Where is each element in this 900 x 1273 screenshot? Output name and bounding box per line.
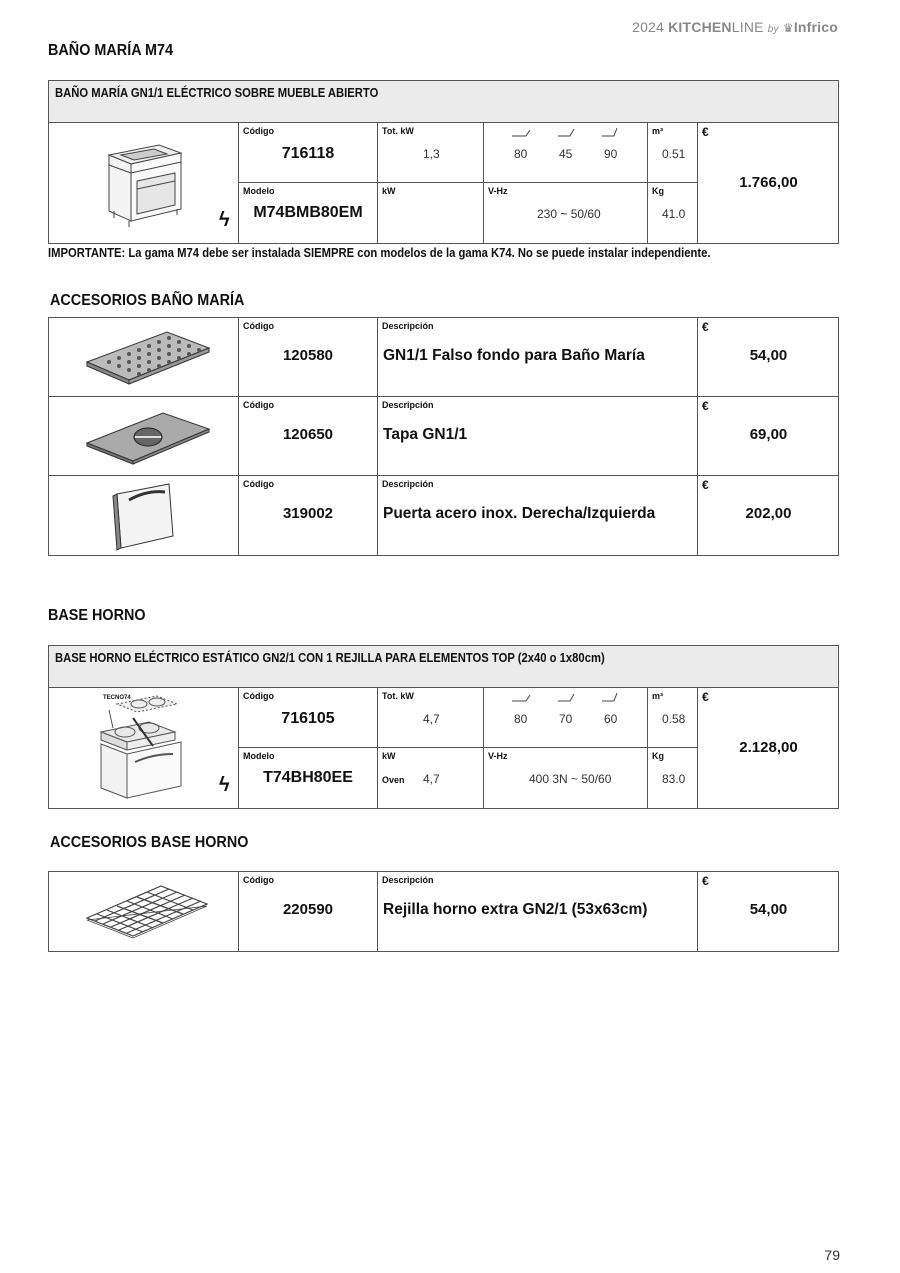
brand-line: LINE (731, 19, 764, 35)
product-header: BAÑO MARÍA GN1/1 ELÉCTRICO SOBRE MUEBLE ABIERTO (49, 81, 838, 123)
dimensions-cell (484, 123, 648, 183)
kg-cell: Kg 41.0 (648, 183, 698, 243)
accessory-code-cell: Código 120650 (239, 397, 378, 475)
dim-height: 90 (604, 147, 618, 161)
accessory-image (49, 476, 239, 555)
lid-icon (49, 397, 239, 476)
kg-value: 41.0 (662, 207, 686, 221)
m3-value: 0.58 (662, 712, 686, 726)
accessory-price-cell: € 54,00 (698, 318, 839, 396)
accessory-price-cell: € 202,00 (698, 476, 839, 555)
vhz-cell: V-Hz 230 ~ 50/60 (484, 183, 648, 243)
codigo-cell: Código 716105 (239, 688, 378, 748)
accessory-code: 120650 (282, 426, 334, 443)
oven-label: Oven (382, 775, 405, 785)
product-grid (49, 123, 838, 243)
brand-header (632, 19, 838, 35)
accessory-description: Tapa GN1/1 (383, 426, 468, 443)
oven-base-icon (49, 688, 239, 808)
accessory-desc-cell: Descripción Tapa GN1/1 (378, 397, 698, 475)
table-row (49, 476, 838, 555)
product-model: M74BMB80EM (253, 204, 363, 221)
brand-kitchen: KITCHEN (668, 19, 732, 35)
kg-cell: Kg 83.0 (648, 748, 698, 808)
product-image (49, 688, 239, 808)
product-model: T74BH80EE (263, 769, 353, 786)
totkw-cell: Tot. kW 1,3 (378, 123, 484, 183)
accessories-table-base (48, 871, 839, 952)
dimension-icons (484, 125, 648, 139)
dim-width: 80 (514, 712, 528, 726)
section-title-bano: BAÑO MARÍA M74 (48, 42, 174, 59)
accessory-desc-cell: Descripción Puerta acero inox. Derecha/Izquierda (378, 476, 698, 555)
totkw-cell: Tot. kW 4,7 (378, 688, 484, 748)
accessory-code-cell: Código 319002 (239, 476, 378, 555)
section-title-acc-bano: ACCESORIOS BAÑO MARÍA (50, 292, 245, 309)
kw-cell: kW Oven 4,7 (378, 748, 484, 808)
accessory-price: 69,00 (749, 426, 788, 443)
accessory-description: GN1/1 Falso fondo para Baño María (383, 347, 645, 364)
door-icon (49, 476, 239, 555)
dimension-icons (484, 690, 648, 704)
accessory-desc-cell: Descripción Rejilla horno extra GN2/1 (53x63cm) (378, 872, 698, 951)
kw-value: 4,7 (423, 772, 440, 786)
totkw-value: 1,3 (423, 147, 440, 161)
accessory-image (49, 397, 239, 475)
brand-by: by (767, 24, 779, 35)
dim-depth: 45 (559, 147, 573, 161)
product-grid (49, 688, 838, 808)
product-image (49, 123, 239, 243)
modelo-cell: Modelo M74BMB80EM (239, 183, 378, 243)
accessory-price-cell: € 69,00 (698, 397, 839, 475)
brand-infrico: Infrico (793, 19, 838, 35)
accessory-code: 220590 (282, 901, 334, 918)
accessory-price: 54,00 (749, 347, 788, 364)
dim-height: 60 (604, 712, 618, 726)
table-row (49, 872, 838, 951)
accessory-price-cell: € 54,00 (698, 872, 839, 951)
m3-cell: m³ 0.58 (648, 688, 698, 748)
vhz-cell: V-Hz 400 3N ~ 50/60 (484, 748, 648, 808)
bain-marie-cabinet-icon (49, 123, 239, 243)
vhz-value: 230 ~ 50/60 (537, 207, 601, 221)
codigo-cell: Código 716118 (239, 123, 378, 183)
accessories-table-bano (48, 317, 839, 556)
product-price: 1.766,00 (739, 174, 798, 191)
accessory-code: 120580 (282, 347, 334, 364)
accessory-price: 202,00 (745, 505, 792, 522)
image-label: TECNO74 (103, 695, 131, 701)
accessory-code-cell: Código 120580 (239, 318, 378, 396)
section-title-base: BASE HORNO (48, 607, 146, 624)
price-cell: € 1.766,00 (698, 123, 839, 243)
accessory-price: 54,00 (749, 901, 788, 918)
product-code: 716118 (281, 145, 335, 162)
product-code: 716105 (281, 710, 335, 727)
m3-value: 0.51 (662, 147, 686, 161)
product-box-base (48, 645, 839, 809)
accessory-code: 319002 (282, 505, 334, 522)
table-row (49, 318, 838, 397)
accessory-image (49, 318, 239, 396)
modelo-cell: Modelo T74BH80EE (239, 748, 378, 808)
brand-year: 2024 (632, 19, 665, 35)
product-header: BASE HORNO ELÉCTRICO ESTÁTICO GN2/1 CON 1 REJILLA PARA ELEMENTOS TOP (2x40 o 1x80cm) (49, 646, 838, 688)
totkw-value: 4,7 (423, 712, 440, 726)
important-note: IMPORTANTE: La gama M74 debe ser instalada SIEMPRE con modelos de la gama K74. No se puede instalar independiente. (48, 246, 711, 260)
page-number: 79 (824, 1247, 840, 1263)
electric-icon: ϟ (219, 209, 230, 231)
perforated-tray-icon (49, 318, 239, 397)
electric-icon: ϟ (219, 774, 230, 796)
product-price: 2.128,00 (739, 739, 798, 756)
kw-cell: kW (378, 183, 484, 243)
product-box-bano (48, 80, 839, 244)
accessory-code-cell: Código 220590 (239, 872, 378, 951)
table-row (49, 397, 838, 476)
price-cell: € 2.128,00 (698, 688, 839, 808)
dim-depth: 70 (559, 712, 573, 726)
crown-icon: ♛ (782, 21, 794, 35)
accessory-desc-cell: Descripción GN1/1 Falso fondo para Baño María (378, 318, 698, 396)
section-title-acc-base: ACCESORIOS BASE HORNO (50, 834, 249, 851)
m3-cell: m³ 0.51 (648, 123, 698, 183)
oven-rack-icon (49, 872, 239, 951)
accessory-description: Rejilla horno extra GN2/1 (53x63cm) (383, 901, 648, 918)
vhz-value: 400 3N ~ 50/60 (529, 772, 612, 786)
dimensions-cell (484, 688, 648, 748)
kg-value: 83.0 (662, 772, 686, 786)
dim-width: 80 (514, 147, 528, 161)
accessory-image (49, 872, 239, 951)
accessory-description: Puerta acero inox. Derecha/Izquierda (383, 505, 656, 522)
